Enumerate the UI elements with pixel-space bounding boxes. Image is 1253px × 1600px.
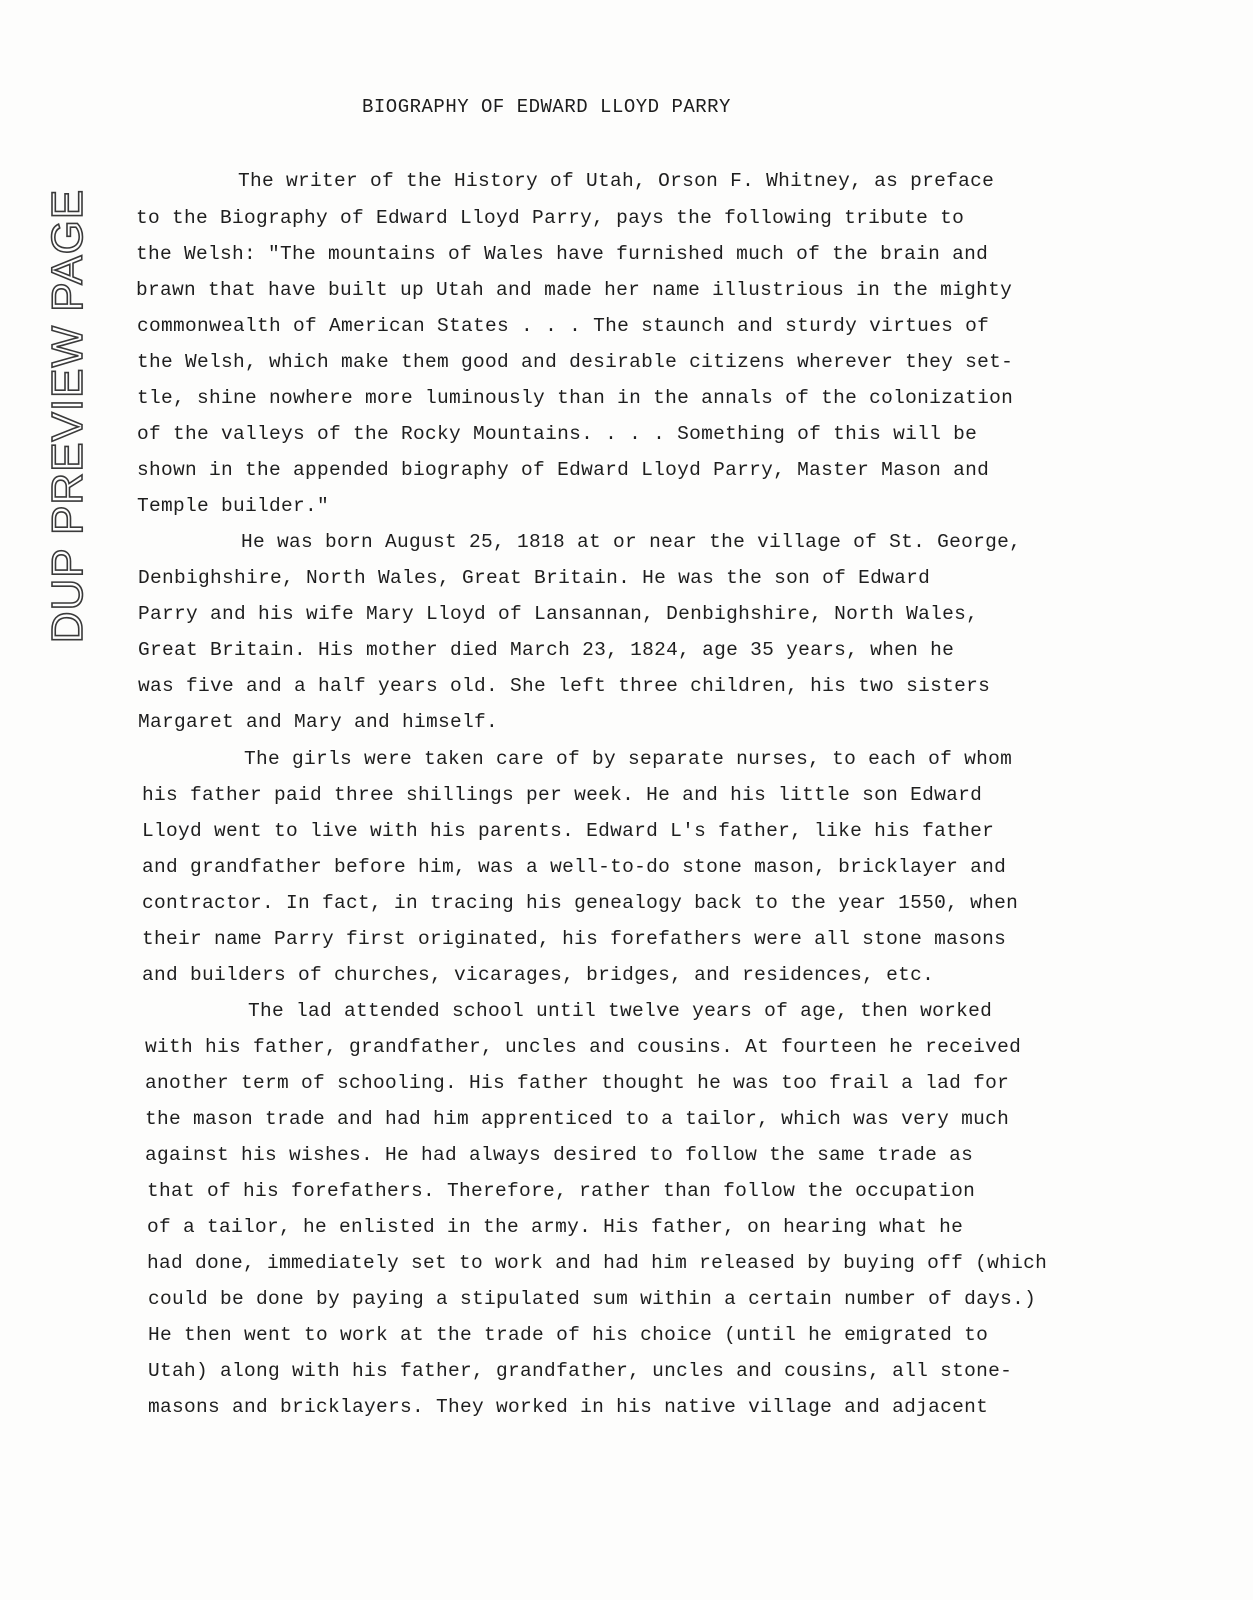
preview-stamp-text: DUP PREVIEW PAGE	[43, 188, 93, 644]
text-line: brawn that have built up Utah and made her name illustrious in the mighty	[136, 279, 1013, 301]
text-line: commonwealth of American States . . . The staunch and sturdy virtues of	[137, 315, 990, 337]
text-line: the Welsh, which make them good and desirable citizens wherever they set-	[137, 351, 1014, 373]
text-line: Parry and his wife Mary Lloyd of Lansannan, Denbighshire, North Wales,	[138, 603, 979, 625]
text-line: Margaret and Mary and himself.	[138, 711, 499, 733]
text-line: the mason trade and had him apprenticed to a tailor, which was very much	[145, 1108, 1010, 1130]
text-line: Great Britain. His mother died March 23, 1824, age 35 years, when he	[138, 639, 955, 661]
text-line: of the valleys of the Rocky Mountains. . . . Something of this will be	[137, 423, 978, 445]
page-title: BIOGRAPHY OF EDWARD LLOYD PARRY	[362, 96, 731, 118]
text-line: shown in the appended biography of Edward Lloyd Parry, Master Mason and	[137, 459, 990, 481]
text-line: tle, shine nowhere more luminously than in the annals of the colonization	[137, 387, 1014, 409]
text-line: Denbighshire, North Wales, Great Britain. He was the son of Edward	[138, 567, 931, 589]
text-line: The writer of the History of Utah, Orson F. Whitney, as preface	[238, 170, 995, 192]
text-line: to the Biography of Edward Lloyd Parry, pays the following tribute to	[136, 207, 965, 229]
text-line: the Welsh: "The mountains of Wales have furnished much of the brain and	[136, 243, 989, 265]
text-line: Lloyd went to live with his parents. Edward L's father, like his father	[142, 820, 995, 842]
text-line: contractor. In fact, in tracing his genealogy back to the year 1550, when	[142, 892, 1019, 914]
preview-stamp	[40, 188, 96, 644]
text-line: against his wishes. He had always desired to follow the same trade as	[145, 1144, 974, 1166]
text-line: could be done by paying a stipulated sum within a certain number of days.)	[148, 1288, 1037, 1310]
text-line: and grandfather before him, was a well-to-do stone mason, bricklayer and	[142, 856, 1007, 878]
text-line: and builders of churches, vicarages, bridges, and residences, etc.	[142, 964, 935, 986]
text-line: The girls were taken care of by separate nurses, to each of whom	[244, 748, 1013, 770]
text-line: was five and a half years old. She left three children, his two sisters	[138, 675, 991, 697]
text-line: another term of schooling. His father thought he was too frail a lad for	[145, 1072, 1010, 1094]
text-line: his father paid three shillings per week. He and his little son Edward	[142, 784, 983, 806]
text-line: that of his forefathers. Therefore, rather than follow the occupation	[147, 1180, 976, 1202]
text-line: He was born August 25, 1818 at or near the village of St. George,	[241, 531, 1022, 553]
text-line: of a tailor, he enlisted in the army. His father, on hearing what he	[147, 1216, 964, 1238]
text-line: The lad attended school until twelve years of age, then worked	[248, 1000, 993, 1022]
text-line: Utah) along with his father, grandfather, uncles and cousins, all stone-	[148, 1360, 1013, 1382]
text-line: with his father, grandfather, uncles and cousins. At fourteen he received	[145, 1036, 1022, 1058]
text-line: masons and bricklayers. They worked in his native village and adjacent	[148, 1396, 989, 1418]
text-line: Temple builder."	[137, 495, 330, 517]
text-line: their name Parry first originated, his forefathers were all stone masons	[142, 928, 1007, 950]
text-line: had done, immediately set to work and had him released by buying off (which	[147, 1252, 1048, 1274]
text-line: He then went to work at the trade of his choice (until he emigrated to	[148, 1324, 989, 1346]
